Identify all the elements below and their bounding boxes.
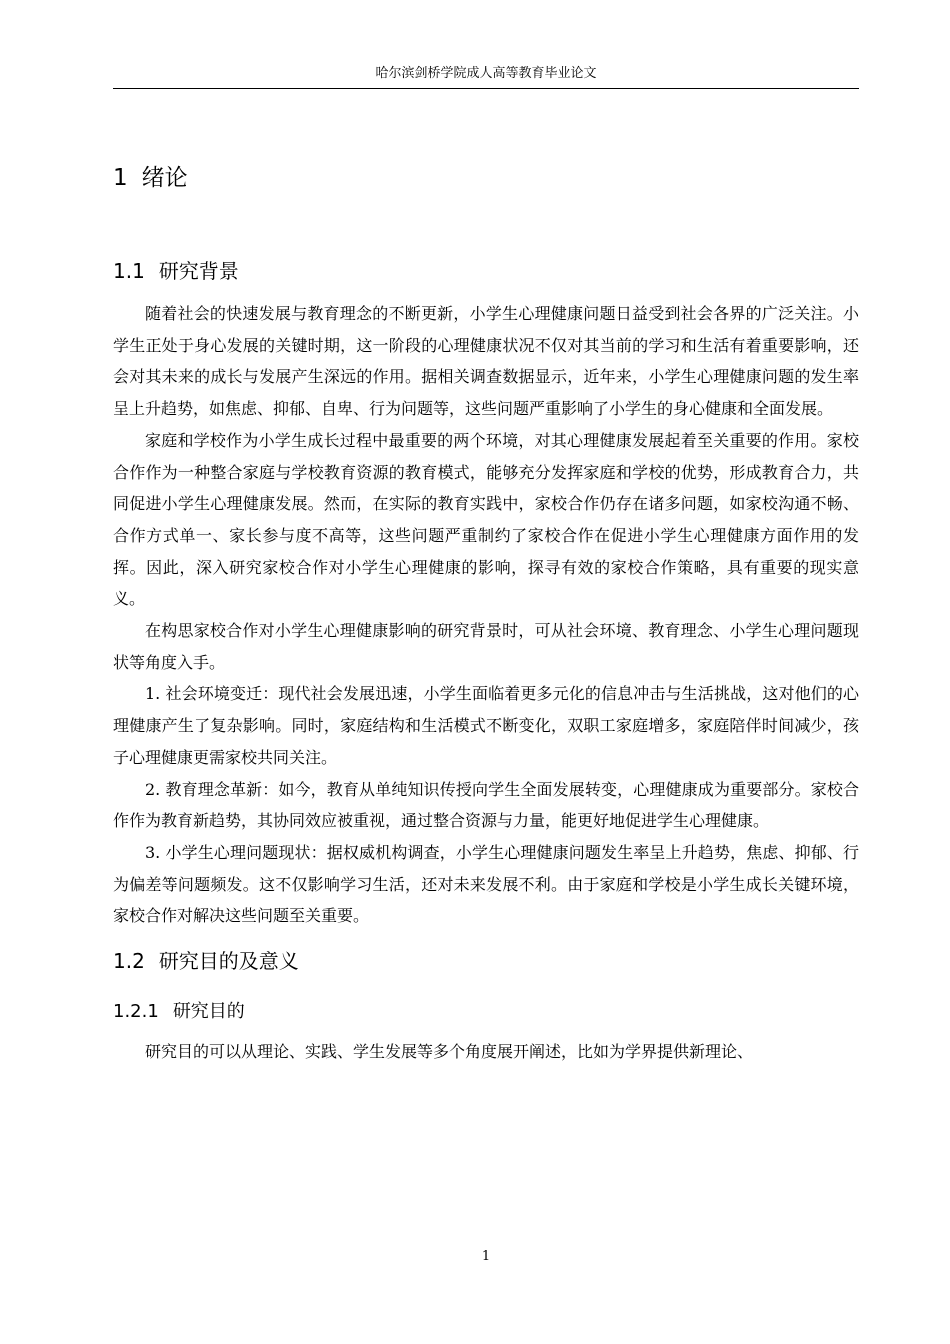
paragraph: 随着社会的快速发展与教育理念的不断更新，小学生心理健康问题日益受到社会各界的广泛关注。小学生正处于身心发展的关键时期，这一阶段的心理健康状况不仅对其当前的学习和生活有着重要影响，还会对其未来的成长与发展产生深远的作用。据相关调查数据显示，近年来，小学生心理健康问题的发生率呈上升趋势，如焦虑、抑郁、自卑、行为问题等，这些问题严重影响了小学生的身心健康和全面发展。 bbox=[113, 304, 859, 419]
list-paragraph: 3. 小学生心理问题现状：据权威机构调查，小学生心理健康问题发生率呈上升趋势，焦虑、抑郁、行为偏差等问题频发。这不仅影响学习生活，还对未来发展不利。由于家庭和学校是小学生成长关键环境，家校合作对解决这些问题至关重要。 bbox=[113, 842, 859, 926]
section-number: 1.1 bbox=[113, 259, 145, 283]
list-paragraph: 2. 教育理念革新：如今，教育从单纯知识传授向学生全面发展转变，心理健康成为重要部分。家校合作作为教育新趋势，其协同效应被重视，通过整合资源与力量，能更好地促进学生心理健康。 bbox=[113, 779, 859, 831]
chapter-title: 绪论 bbox=[141, 165, 188, 191]
section-title: 研究背景 bbox=[158, 259, 239, 283]
page-number: 1 bbox=[481, 1249, 491, 1264]
section-number: 1.2 bbox=[113, 949, 145, 974]
header-rule bbox=[113, 88, 859, 89]
running-header: 哈尔滨剑桥学院成人高等教育毕业论文 bbox=[375, 66, 597, 81]
subsection-heading-1-2-1 bbox=[113, 988, 859, 1036]
section-heading-1-2 bbox=[113, 934, 859, 988]
chapter-number: 1 bbox=[113, 165, 128, 191]
list-paragraph: 1. 社会环境变迁：现代社会发展迅速，小学生面临着更多元化的信息冲击与生活挑战，这对他们的心理健康产生了复杂影响。同时，家庭结构和生活模式不断变化，双职工家庭增多，家庭陪伴时间减少，孩子心理健康更需家校共同关注。 bbox=[113, 684, 859, 767]
paragraph: 家庭和学校作为小学生成长过程中最重要的两个环境，对其心理健康发展起着至关重要的作用。家校合作作为一种整合家庭与学校教育资源的教育模式，能够充分发挥家庭和学校的优势，形成教育合力，共同促进小学生心理健康发展。然而，在实际的教育实践中，家校合作仍存在诸多问题，如家校沟通不畅、合作方式单一、家长参与度不高等，这些问题严重制约了家校合作在促进小学生心理健康方面作用的发挥。因此，深入研究家校合作对小学生心理健康的影响，探寻有效的家校合作策略，具有重要的现实意义。 bbox=[113, 430, 859, 609]
page-body bbox=[113, 140, 859, 1068]
section-heading-1-1 bbox=[113, 244, 859, 298]
chapter-heading bbox=[113, 140, 859, 218]
paragraph: 在构思家校合作对小学生心理健康影响的研究背景时，可从社会环境、教育理念、小学生心理问题现状等角度入手。 bbox=[113, 621, 859, 672]
subsection-title: 研究目的 bbox=[172, 1001, 245, 1023]
section-title: 研究目的及意义 bbox=[158, 949, 299, 974]
subsection-number: 1.2.1 bbox=[113, 1001, 159, 1023]
paragraph: 研究目的可以从理论、实践、学生发展等多个角度展开阐述，比如为学界提供新理论、 bbox=[145, 1042, 754, 1062]
